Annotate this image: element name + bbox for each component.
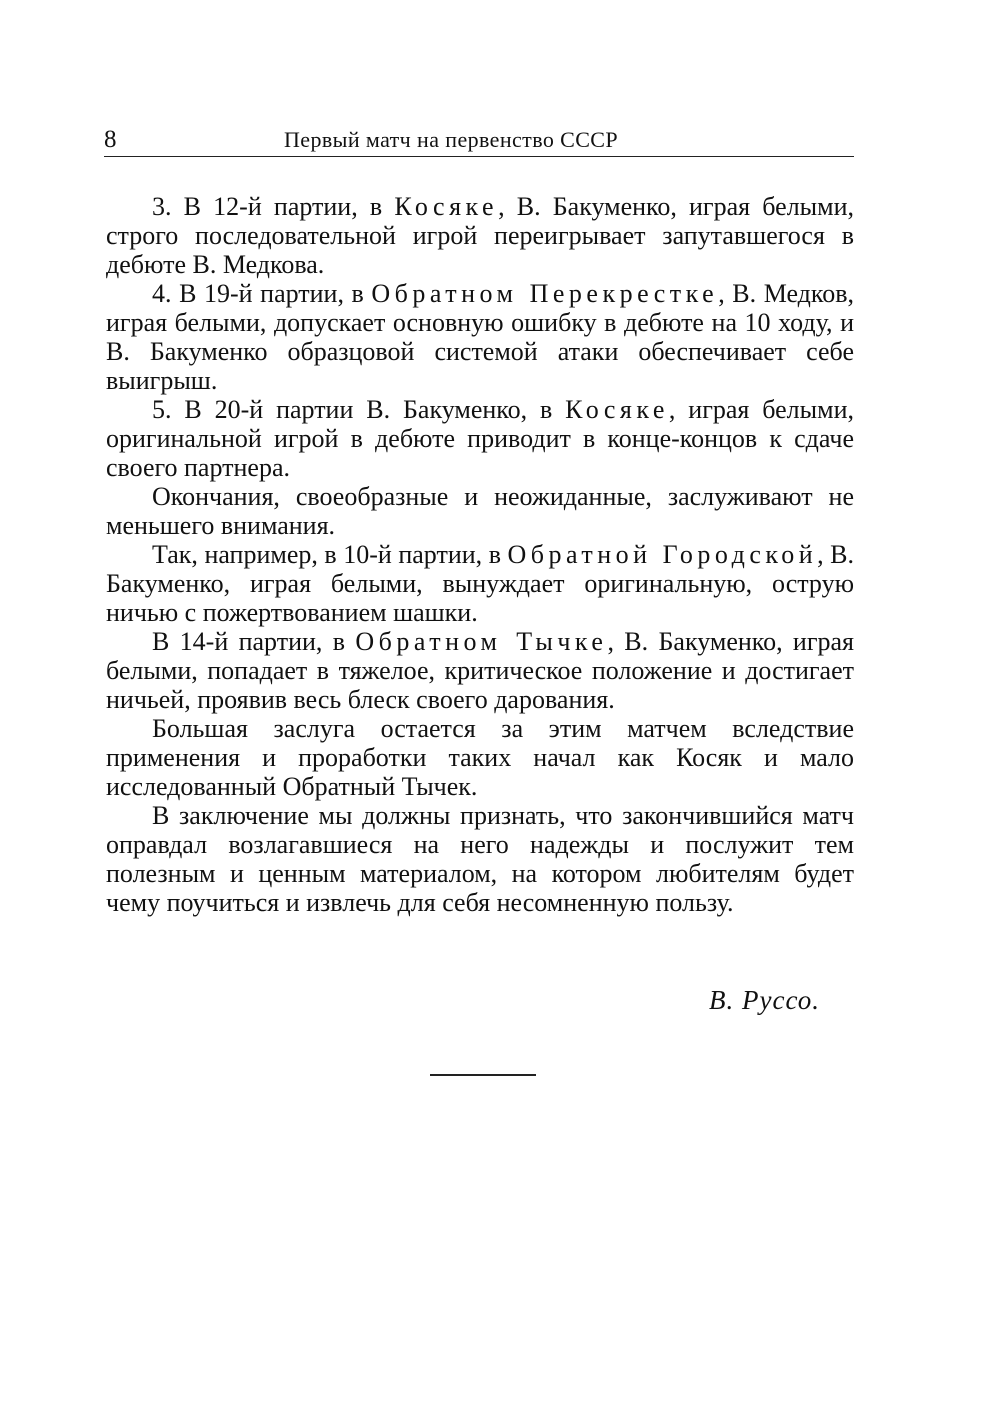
opening-name: Обратном Перекрестке bbox=[371, 279, 719, 308]
text-run: 4. В 19-й партии, в bbox=[152, 279, 372, 308]
text-run: , В. Медков, играя белыми, допускает основную ошибку в дебюте на 10 ходу, и В. Бакуменко образцовой системой атаки обеспечивает себе выигрыш. bbox=[106, 279, 854, 395]
page-number: 8 bbox=[104, 126, 117, 153]
paragraph: В заключение мы должны признать, что закончившийся матч оправдал возлагавшиеся на него надежды и послужит тем полезным и ценным материалом, на котором любителям будет чему поучиться и извлечь для себя несомненную пользу. bbox=[106, 801, 854, 917]
paragraph bbox=[106, 192, 854, 279]
paragraph bbox=[106, 627, 854, 714]
text-run: , В. Бакуменко, играя белыми, попадает в тяжелое, критическое положение и достигает ничьей, проявив весь блеск своего дарования. bbox=[106, 627, 854, 714]
opening-name: Обратной Городской bbox=[507, 540, 818, 569]
text-run: 5. В 20-й партии В. Бакуменко, в bbox=[152, 395, 566, 424]
text-run: В 14-й партии, в bbox=[152, 627, 356, 656]
paragraph: Окончания, своеобразные и неожиданные, заслуживают не меньшего внимания. bbox=[106, 482, 854, 540]
paragraph: Большая заслуга остается за этим матчем вследствие применения и проработки таких начал как Косяк и мало исследованный Обратный Тычек. bbox=[106, 714, 854, 801]
text-run: Так, например, в 10-й партии, в bbox=[152, 540, 508, 569]
opening-name: Косяке bbox=[565, 395, 669, 424]
author-signature: В. Руссо. bbox=[708, 985, 820, 1015]
text-run: , В. Бакуменко, играя белыми, вынуждает оригинальную, острую ничью с пожертвованием шашки. bbox=[106, 540, 855, 627]
paragraph bbox=[106, 540, 854, 627]
paragraph bbox=[106, 279, 854, 395]
text-run: , В. Бакуменко, играя белыми, строго последовательной игрой переигрывает запутавшегося в дебюте В. Медкова. bbox=[106, 192, 855, 279]
paragraph bbox=[106, 395, 854, 482]
text-run: , играя белыми, оригинальной игрой в дебюте приводит в конце-концов к сдаче своего партнера. bbox=[106, 395, 854, 482]
section-end-rule bbox=[430, 1074, 536, 1076]
opening-name: Косяке bbox=[394, 192, 499, 221]
text-run: 3. В 12-й партии, в bbox=[152, 192, 395, 221]
opening-name: Обратном Тычке bbox=[355, 627, 608, 656]
body-text bbox=[106, 192, 854, 917]
page-header bbox=[104, 124, 854, 157]
running-title: Первый матч на первенство СССР bbox=[284, 127, 618, 152]
